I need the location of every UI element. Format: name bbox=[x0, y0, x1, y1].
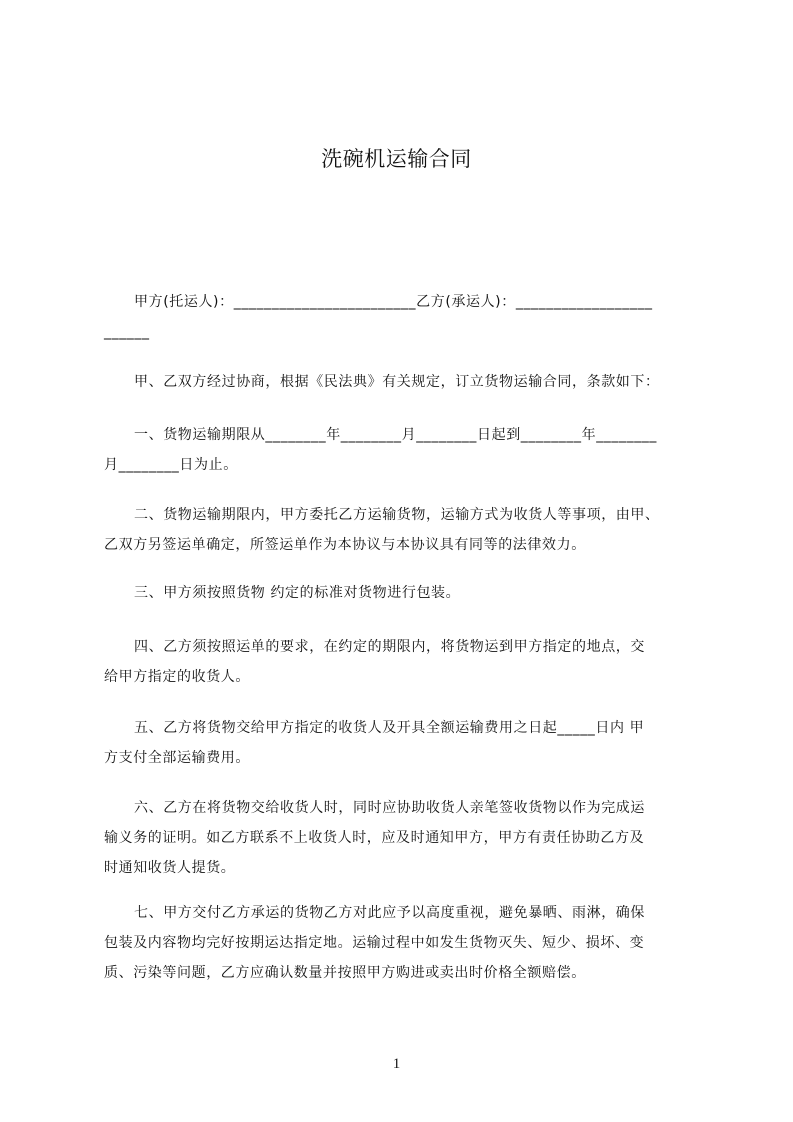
clause-3-paragraph bbox=[104, 578, 702, 608]
clause-6-line-1: 六、乙方在将货物交给收货人时，同时应协助收货人亲笔签收货物以作为完成运 bbox=[134, 800, 645, 816]
clause-6-line-3: 时通知收货人提货。 bbox=[104, 860, 236, 876]
clause-1-paragraph bbox=[104, 420, 702, 480]
clause-6-line-2: 输义务的证明。如乙方联系不上收货人时，应及时通知甲方，甲方有责任协助乙方及 bbox=[104, 830, 645, 846]
clause-1-line-2: 月________日为止。 bbox=[104, 457, 238, 473]
intro-line: 甲、乙双方经过协商，根据《民法典》有关规定，订立货物运输合同，条款如下： bbox=[134, 374, 660, 390]
clause-5-paragraph bbox=[104, 713, 702, 773]
clause-3-line: 三、甲方须按照货物 约定的标准对货物进行包装。 bbox=[134, 585, 461, 601]
clause-1-line-1: 一、货物运输期限从________年________月________日起到________年________ bbox=[134, 427, 657, 443]
clause-7-line-2: 包装及内容物均完好按期运达指定地。运输过程中如发生货物灭失、短少、损坏、变 bbox=[104, 935, 645, 951]
clause-7-line-1: 七、甲方交付乙方承运的货物乙方对此应予以高度重视，避免暴晒、雨淋，确保 bbox=[134, 905, 645, 921]
parties-line-1: 甲方(托运人)：________________________乙方(承运人)：__________________ bbox=[134, 294, 653, 310]
clause-4-line-1: 四、乙方须按照运单的要求，在约定的期限内，将货物运到甲方指定的地点，交 bbox=[134, 639, 645, 655]
document-title: 洗碗机运输合同 bbox=[321, 147, 472, 171]
clause-4-paragraph bbox=[104, 632, 702, 692]
parties-line-2: ______ bbox=[104, 324, 150, 340]
clause-6-paragraph bbox=[104, 793, 702, 883]
clause-2-paragraph bbox=[104, 500, 702, 560]
clause-2-line-2: 乙双方另签运单确定，所签运单作为本协议与本协议具有同等的法律效力。 bbox=[104, 537, 586, 553]
clause-4-line-2: 给甲方指定的收货人。 bbox=[104, 669, 250, 685]
clause-5-line-2: 方支付全部运输费用。 bbox=[104, 750, 250, 766]
clause-7-line-3: 质、污染等问题，乙方应确认数量并按照甲方购进或卖出时价格全额赔偿。 bbox=[104, 965, 586, 981]
page-number: 1 bbox=[392, 1056, 401, 1072]
clause-5-line-1: 五、乙方将货物交给甲方指定的收货人及开具全额运输费用之日起_____日内 甲 bbox=[134, 720, 645, 736]
intro-paragraph bbox=[104, 367, 702, 397]
parties-paragraph bbox=[104, 287, 702, 347]
clause-2-line-1: 二、货物运输期限内，甲方委托乙方运输货物，运输方式为收货人等事项，由甲、 bbox=[134, 507, 660, 523]
clause-7-paragraph bbox=[104, 898, 702, 988]
